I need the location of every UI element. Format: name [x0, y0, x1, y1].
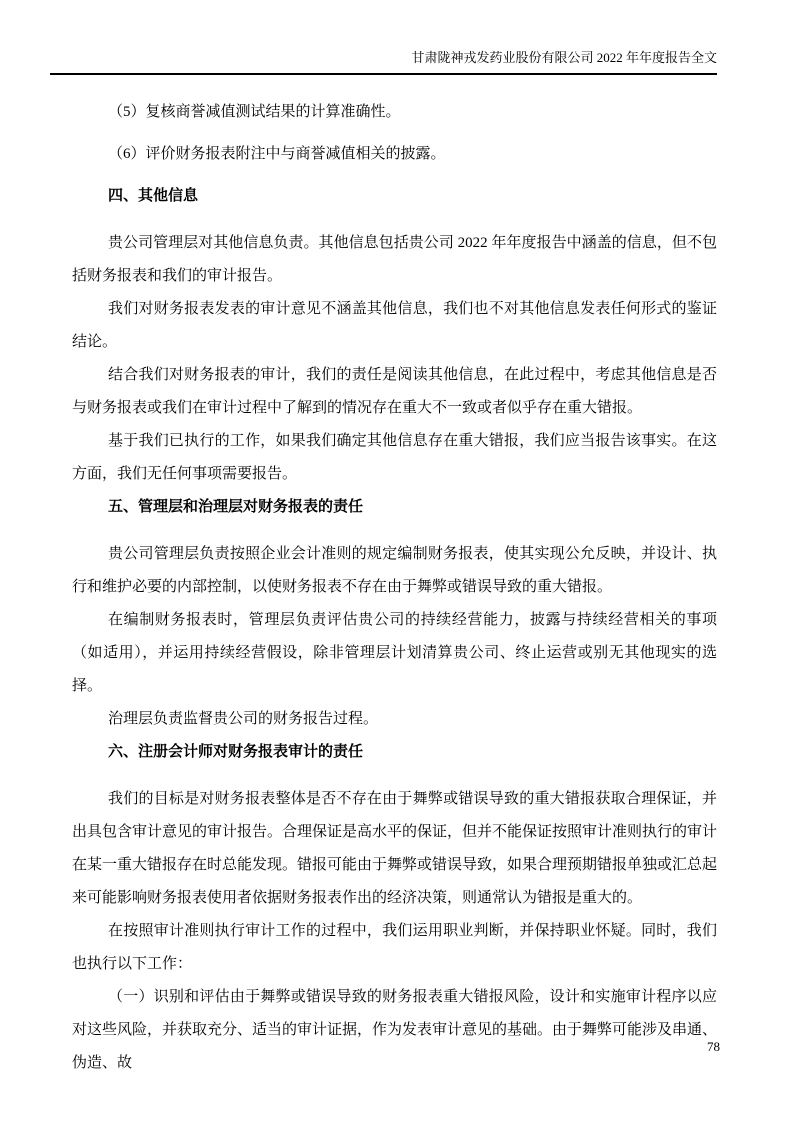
paragraph: 贵公司管理层负责按照企业会计准则的规定编制财务报表，使其实现公允反映，并设计、执行和维护必要的内部控制，以使财务报表不存在由于舞弊或错误导致的重大错报。	[72, 546, 717, 595]
page-header	[50, 0, 717, 75]
paragraph: 基于我们已执行的工作，如果我们确定其他信息存在重大错报，我们应当报告该事实。在这方面，我们无任何事项需要报告。	[72, 433, 717, 482]
paragraph: 在编制财务报表时，管理层负责评估贵公司的持续经营能力，披露与持续经营相关的事项（如适用），并运用持续经营假设，除非管理层计划清算贵公司、终止运营或别无其他现实的选择。	[72, 612, 717, 694]
paragraph: 在按照审计准则执行审计工作的过程中，我们运用职业判断，并保持职业怀疑。同时，我们也执行以下工作：	[72, 923, 717, 972]
paragraph: 结合我们对财务报表的审计，我们的责任是阅读其他信息，在此过程中，考虑其他信息是否与财务报表或我们在审计过程中了解到的情况存在重大不一致或者似乎存在重大错报。	[72, 367, 717, 416]
page-header-title: 甘肃陇神戎发药业股份有限公司 2022 年年度报告全文	[411, 50, 717, 65]
section-heading: 六、注册会计师对财务报表审计的责任	[108, 744, 364, 760]
paragraph: 我们对财务报表发表的审计意见不涵盖其他信息，我们也不对其他信息发表任何形式的鉴证结论。	[72, 301, 717, 350]
paragraph: （6）评价财务报表附注中与商誉减值相关的披露。	[108, 146, 446, 162]
paragraph: 我们的目标是对财务报表整体是否不存在由于舞弊或错误导致的重大错报获取合理保证，并出具包含审计意见的审计报告。合理保证是高水平的保证，但并不能保证按照审计准则执行的审计在某一重大错报存在时总能发现。错报可能由于舞弊或错误导致，如果合理预期错报单独或汇总起来可能影响财务报表使用者依据财务报表作出的经济决策，则通常认为错报是重大的。	[72, 791, 718, 906]
paragraph: 治理层负责监督贵公司的财务报告过程。	[108, 711, 379, 727]
section-heading: 五、管理层和治理层对财务报表的责任	[108, 499, 364, 515]
paragraph: 贵公司管理层对其他信息负责。其他信息包括贵公司 2022 年年度报告中涵盖的信息，但不包括财务报表和我们的审计报告。	[72, 235, 717, 284]
document-body	[0, 75, 793, 1080]
page-number: 78	[707, 1039, 720, 1054]
section-heading: 四、其他信息	[108, 188, 199, 204]
paragraph: （5）复核商誉减值测试结果的计算准确性。	[108, 104, 401, 120]
paragraph: （一）识别和评估由于舞弊或错误导致的财务报表重大错报风险，设计和实施审计程序以应对这些风险，并获取充分、适当的审计证据，作为发表审计意见的基础。由于舞弊可能涉及串通、伪造、故	[72, 989, 718, 1071]
